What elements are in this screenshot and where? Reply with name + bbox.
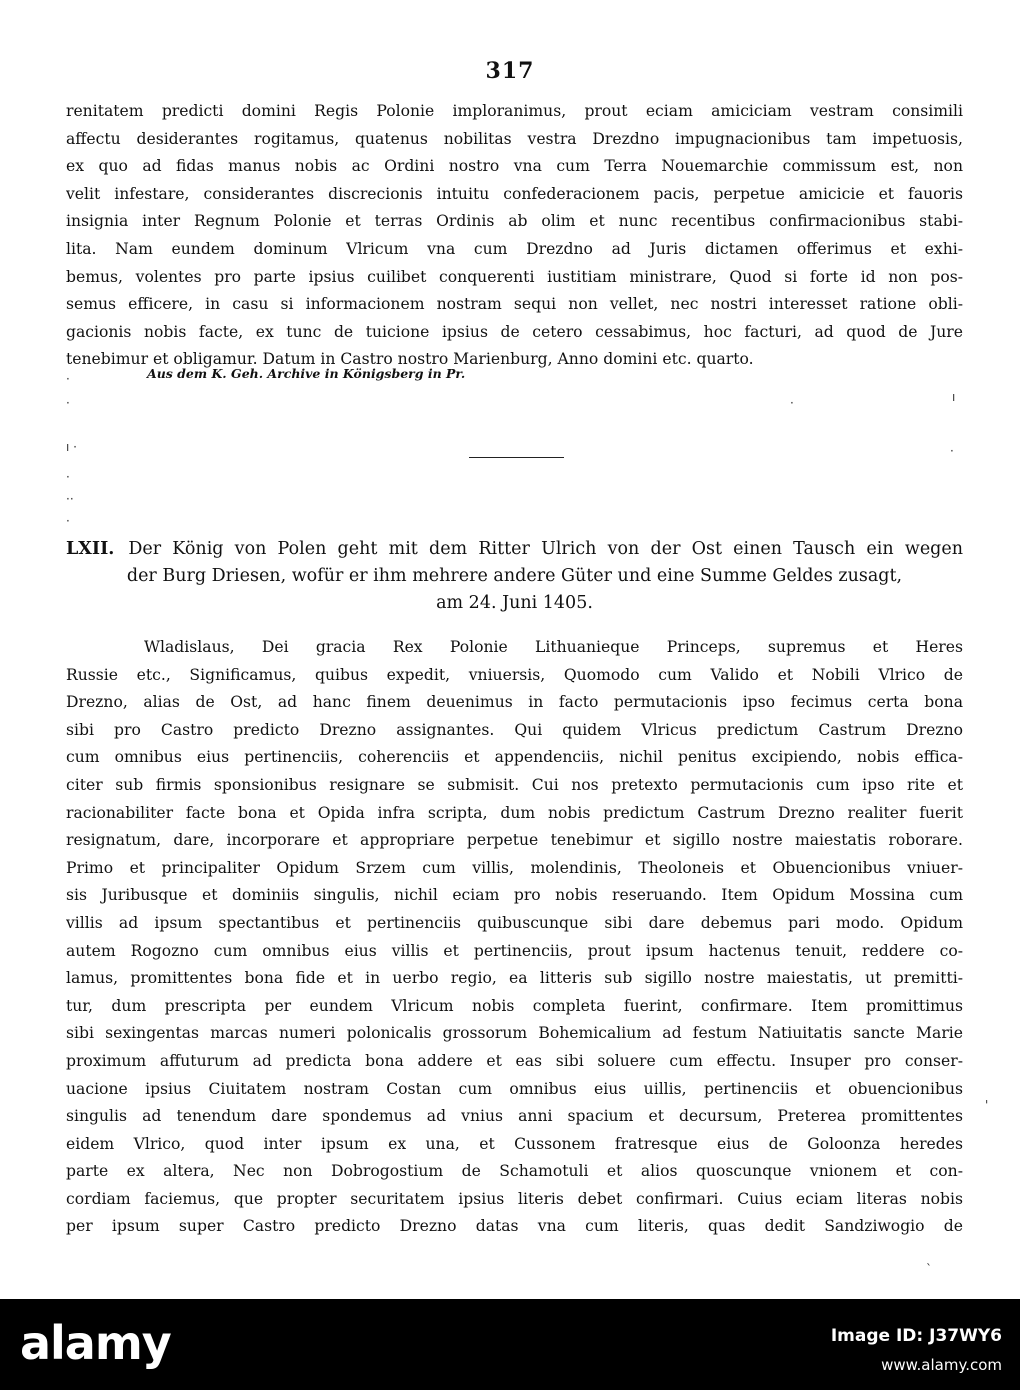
text-line: resignatum, dare, incorporare et appropriare perpetue tenebimur et sigillo nostre maiestatis roborare. — [66, 831, 963, 850]
text-line: proximum affuturum ad predicta bona addere et eas sibi soluere cum effectu. Insuper pro conser- — [66, 1051, 963, 1070]
text-line: ex quo ad fidas manus nobis ac Ordini nostro vna cum Terra Nouemarchie commissum est, non — [66, 157, 963, 176]
text-line: Russie etc., Significamus, quibus expedit, vniuersis, Quomodo cum Valido et Nobili Vlrico de — [66, 665, 963, 684]
scan-speck: ' — [985, 1098, 989, 1112]
text-line: villis ad ipsum spectantibus et pertinenciis quibuscunque sibi dare debemus pari modo. Opidum — [66, 913, 963, 932]
document-number: LXII. — [66, 539, 115, 559]
text-line: sibi sexingentas marcas numeri polonicalis grossorum Bohemicalium ad festum Natiuitatis sancte Marie — [66, 1024, 963, 1043]
stock-url-label: www.alamy.com — [881, 1356, 1002, 1374]
heading-date: am 24. Juni 1405. — [436, 593, 593, 613]
text-line: insignia inter Regnum Polonie et terras Ordinis ab olim et nunc recentibus confirmacionibus stabi- — [66, 212, 963, 231]
page-number: 317 — [485, 58, 535, 84]
text-line: per ipsum super Castro predicto Drezno datas vna cum literis, quas dedit Sandziwogio de — [66, 1217, 963, 1236]
text-line: tur, dum prescripta per eundem Vlricum nobis completa fuerint, confirmare. Item promittimus — [66, 996, 963, 1015]
scan-speck: · — [66, 514, 70, 528]
scan-speck: ı — [952, 390, 956, 404]
text-line: cum omnibus eius pertinenciis, coherenciis et appendenciis, nichil penitus excipiendo, nobis effica- — [66, 748, 963, 767]
document-heading — [66, 536, 963, 617]
text-line: parte ex altera, Nec non Dobrogostium de Schamotuli et alios quoscunque vnionem et con- — [66, 1162, 963, 1181]
text-line: cordiam faciemus, que propter securitatem ipsius literis debet confirmari. Cuius eciam literas nobis — [66, 1189, 963, 1208]
text-line: eidem Vlrico, quod inter ipsum ex una, et Cussonem fratresque eius de Goloonza heredes — [66, 1134, 963, 1153]
scan-speck: ı · — [66, 440, 77, 454]
text-line: Drezno, alias de Ost, ad hanc finem deuenimus in facto permutacionis ipso fecimus certa bona — [66, 693, 963, 712]
scan-speck: · — [950, 444, 954, 458]
text-line: tenebimur et obligamur. Datum in Castro nostro Marienburg, Anno domini etc. quarto. — [66, 350, 754, 369]
text-line: gacionis nobis facte, ex tunc de tuicione ipsius de cetero cessabimus, hoc facturi, ad quod de Jure — [66, 322, 963, 341]
alamy-logo: alamy — [20, 1316, 171, 1370]
text-line: sibi pro Castro predicto Drezno assignantes. Qui quidem Vlricus predictum Castrum Drezno — [66, 720, 963, 739]
text-line: lita. Nam eundem dominum Vlricum vna cum Drezdno ad Juris dictamen offerimus et exhi- — [66, 239, 963, 258]
text-line: Primo et principaliter Opidum Srzem cum villis, molendinis, Theoloneis et Obuencionibus vniuer- — [66, 858, 963, 877]
text-line: affectu desiderantes rogitamus, quatenus nobilitas vestra Drezdno impugnacionibus tam impetuosis, — [66, 129, 963, 148]
text-line: singulis ad tenendum dare spondemus ad vnius anni spacium et decursum, Preterea promittentes — [66, 1107, 963, 1126]
scan-speck: ·· — [66, 492, 74, 506]
scan-speck: · — [66, 470, 70, 484]
image-id-label: Image ID: J37WY6 — [830, 1326, 1002, 1346]
archive-source-note: Aus dem K. Geh. Archive in Königsberg in Pr. — [147, 366, 466, 381]
text-line: lamus, promittentes bona fide et in uerbo regio, ea litteris sub sigillo nostre maiestatis, ut premitti- — [66, 969, 963, 988]
text-line: bemus, volentes pro parte ipsius cuilibet conquerenti iustitiam ministrare, Quod si forte id non pos- — [66, 267, 963, 286]
text-line: velit infestare, considerantes discrecionis intuitu confederacionem pacis, perpetue amicicie et fauoris — [66, 184, 963, 203]
text-line: citer sub firmis sponsionibus resignare se submisit. Cui nos pretexto permutacionis cum ipso rite et — [66, 775, 963, 794]
text-line: Wladislaus, Dei gracia Rex Polonie Lithuanieque Princeps, supremus et Heres — [144, 638, 963, 656]
previous-document-text — [66, 98, 963, 374]
heading-line — [66, 536, 963, 563]
main-document-text — [66, 634, 963, 1241]
text-line: uacione ipsius Ciuitatem nostram Costan cum omnibus eius uillis, pertinenciis et obuencionibus — [66, 1079, 963, 1098]
scan-speck: · — [66, 372, 70, 386]
text-line: renitatem predicti domini Regis Polonie imploranimus, prout eciam amiciciam vestram consimili — [66, 102, 963, 120]
heading-title-line1: Der König von Polen geht mit dem Ritter Ulrich von der Ost einen Tausch ein wegen — [128, 539, 963, 559]
text-line: sis Juribusque et dominiis singulis, nichil eciam pro nobis reseruando. Item Opidum Mossina cum — [66, 886, 963, 905]
section-divider — [469, 457, 564, 458]
scan-speck: · — [66, 396, 70, 410]
text-line: racionabiliter facte bona et Opida infra scripta, dum nobis predictum Castrum Drezno realiter fuerit — [66, 803, 963, 822]
text-line: autem Rogozno cum omnibus eius villis et pertinenciis, prout ipsum hactenus tenuit, reddere co- — [66, 941, 963, 960]
heading-title-line2: der Burg Driesen, wofür er ihm mehrere andere Güter und eine Summe Geldes zusagt, — [126, 566, 903, 586]
scan-speck: · — [790, 396, 794, 410]
scan-speck: ` — [926, 1262, 932, 1276]
text-line: semus efficere, in casu si informacionem nostram sequi non vellet, nec nostri interesset ratione obli- — [66, 295, 963, 314]
